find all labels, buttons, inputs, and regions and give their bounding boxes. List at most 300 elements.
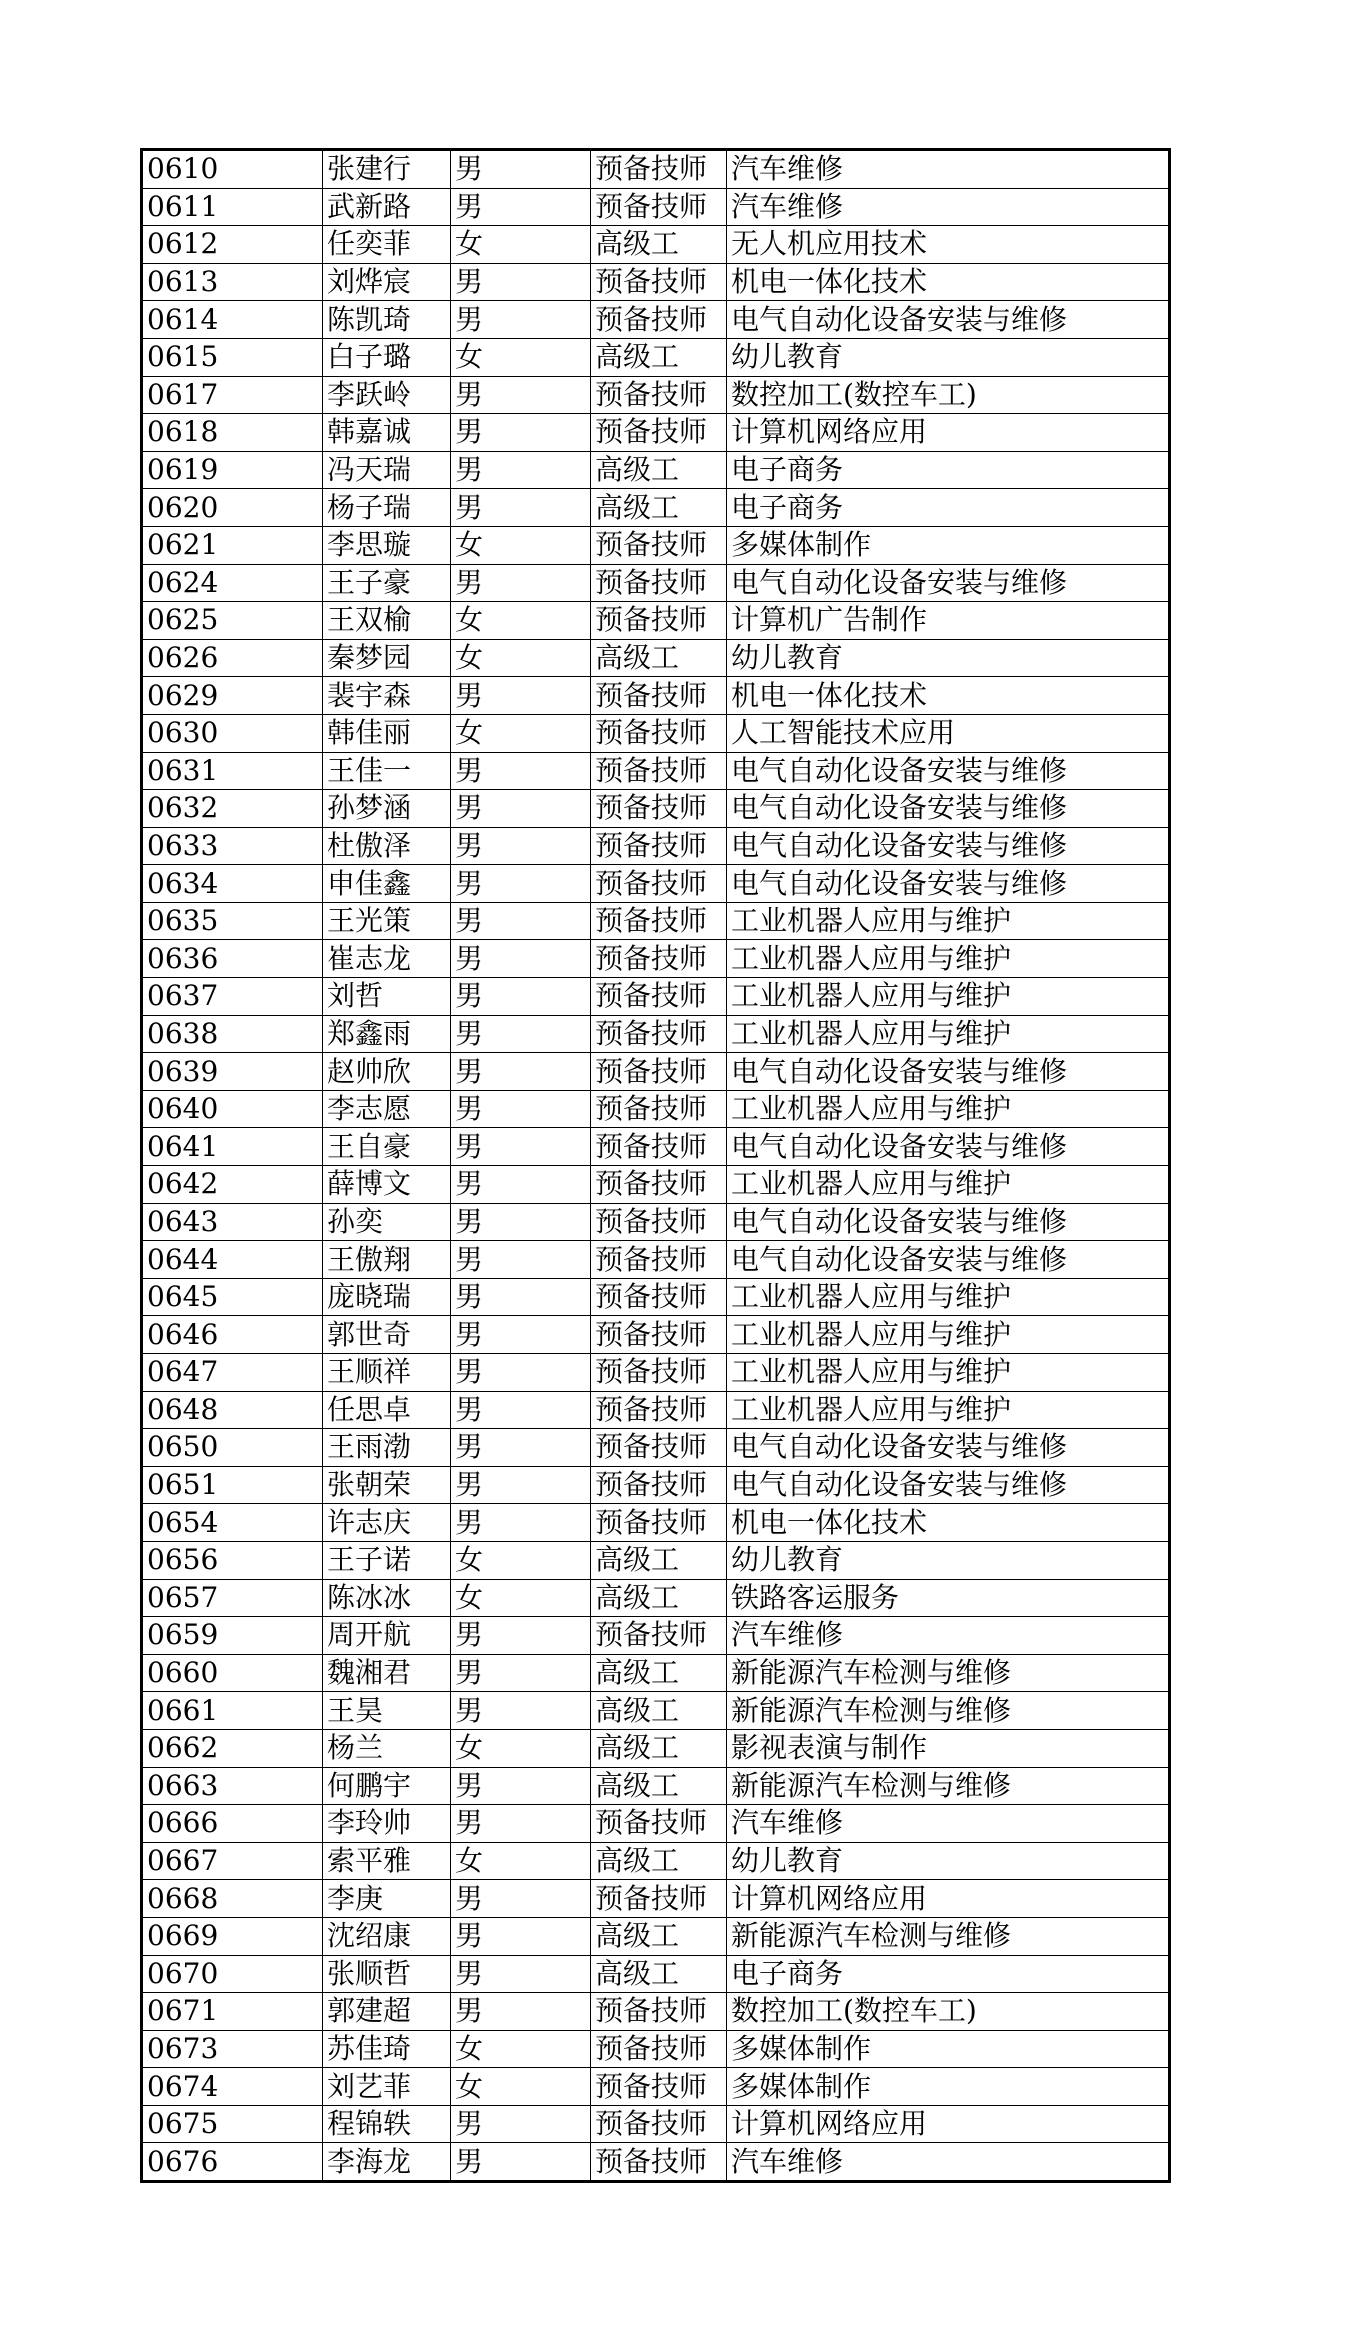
table-row	[142, 1842, 1170, 1880]
major-cell: 工业机器人应用与维护	[727, 1015, 1170, 1053]
student-id-cell: 0631	[142, 752, 323, 790]
major-cell: 幼儿教育	[727, 1541, 1170, 1579]
table-row	[142, 827, 1170, 865]
major-cell: 工业机器人应用与维护	[727, 1391, 1170, 1429]
gender-cell: 男	[451, 1090, 591, 1128]
student-id-cell: 0650	[142, 1429, 323, 1467]
gender-cell: 男	[451, 827, 591, 865]
student-id-cell: 0634	[142, 865, 323, 903]
major-cell: 电气自动化设备安装与维修	[727, 752, 1170, 790]
major-cell: 数控加工(数控车工)	[727, 1993, 1170, 2031]
gender-cell: 男	[451, 150, 591, 189]
major-cell: 工业机器人应用与维护	[727, 940, 1170, 978]
level-cell: 预备技师	[591, 865, 727, 903]
level-cell: 预备技师	[591, 2143, 727, 2182]
table-row	[142, 1203, 1170, 1241]
student-name-cell: 韩嘉诚	[323, 414, 451, 452]
table-row	[142, 1993, 1170, 2031]
table-row	[142, 1917, 1170, 1955]
major-cell: 电气自动化设备安装与维修	[727, 1241, 1170, 1279]
student-name-cell: 李志愿	[323, 1090, 451, 1128]
gender-cell: 男	[451, 752, 591, 790]
table-row	[142, 263, 1170, 301]
major-cell: 多媒体制作	[727, 2068, 1170, 2106]
level-cell: 预备技师	[591, 978, 727, 1016]
gender-cell: 女	[451, 639, 591, 677]
student-id-cell: 0618	[142, 414, 323, 452]
gender-cell: 男	[451, 376, 591, 414]
gender-cell: 男	[451, 188, 591, 226]
student-id-cell: 0614	[142, 301, 323, 339]
student-id-cell: 0617	[142, 376, 323, 414]
level-cell: 高级工	[591, 1955, 727, 1993]
student-id-cell: 0633	[142, 827, 323, 865]
table-row	[142, 2105, 1170, 2143]
level-cell: 预备技师	[591, 1805, 727, 1843]
student-name-cell: 李跃岭	[323, 376, 451, 414]
student-id-cell: 0673	[142, 2030, 323, 2068]
gender-cell: 女	[451, 1729, 591, 1767]
student-id-cell: 0676	[142, 2143, 323, 2182]
major-cell: 汽车维修	[727, 150, 1170, 189]
major-cell: 新能源汽车检测与维修	[727, 1692, 1170, 1730]
student-id-cell: 0638	[142, 1015, 323, 1053]
table-row	[142, 1128, 1170, 1166]
student-name-cell: 申佳鑫	[323, 865, 451, 903]
gender-cell: 女	[451, 714, 591, 752]
student-id-cell: 0629	[142, 677, 323, 715]
major-cell: 多媒体制作	[727, 2030, 1170, 2068]
level-cell: 预备技师	[591, 1354, 727, 1392]
student-id-cell: 0643	[142, 1203, 323, 1241]
gender-cell: 男	[451, 940, 591, 978]
student-name-cell: 王自豪	[323, 1128, 451, 1166]
student-id-cell: 0659	[142, 1617, 323, 1655]
major-cell: 影视表演与制作	[727, 1729, 1170, 1767]
table-row	[142, 1579, 1170, 1617]
student-id-cell: 0666	[142, 1805, 323, 1843]
student-id-cell: 0674	[142, 2068, 323, 2106]
level-cell: 预备技师	[591, 1617, 727, 1655]
gender-cell: 女	[451, 602, 591, 640]
table-row	[142, 526, 1170, 564]
major-cell: 计算机网络应用	[727, 2105, 1170, 2143]
gender-cell: 女	[451, 1842, 591, 1880]
level-cell: 预备技师	[591, 940, 727, 978]
student-name-cell: 陈冰冰	[323, 1579, 451, 1617]
student-name-cell: 魏湘君	[323, 1654, 451, 1692]
roster-body	[142, 150, 1170, 2182]
gender-cell: 男	[451, 677, 591, 715]
student-name-cell: 郑鑫雨	[323, 1015, 451, 1053]
table-row	[142, 2030, 1170, 2068]
gender-cell: 男	[451, 1993, 591, 2031]
student-name-cell: 许志庆	[323, 1504, 451, 1542]
student-name-cell: 杜傲泽	[323, 827, 451, 865]
table-row	[142, 1654, 1170, 1692]
student-name-cell: 裴宇森	[323, 677, 451, 715]
student-name-cell: 杨兰	[323, 1729, 451, 1767]
student-id-cell: 0625	[142, 602, 323, 640]
student-name-cell: 王子诺	[323, 1541, 451, 1579]
level-cell: 预备技师	[591, 414, 727, 452]
level-cell: 预备技师	[591, 714, 727, 752]
gender-cell: 男	[451, 1316, 591, 1354]
student-name-cell: 程锦轶	[323, 2105, 451, 2143]
table-row	[142, 1053, 1170, 1091]
table-row	[142, 1504, 1170, 1542]
gender-cell: 男	[451, 451, 591, 489]
table-row	[142, 1278, 1170, 1316]
student-id-cell: 0648	[142, 1391, 323, 1429]
student-name-cell: 刘哲	[323, 978, 451, 1016]
student-id-cell: 0619	[142, 451, 323, 489]
major-cell: 汽车维修	[727, 2143, 1170, 2182]
table-row	[142, 1729, 1170, 1767]
gender-cell: 男	[451, 1391, 591, 1429]
student-id-cell: 0651	[142, 1466, 323, 1504]
level-cell: 预备技师	[591, 1128, 727, 1166]
student-name-cell: 郭世奇	[323, 1316, 451, 1354]
level-cell: 预备技师	[591, 1391, 727, 1429]
level-cell: 高级工	[591, 1541, 727, 1579]
gender-cell: 女	[451, 338, 591, 376]
student-name-cell: 秦梦园	[323, 639, 451, 677]
student-name-cell: 李思璇	[323, 526, 451, 564]
level-cell: 预备技师	[591, 902, 727, 940]
level-cell: 高级工	[591, 1767, 727, 1805]
gender-cell: 男	[451, 1805, 591, 1843]
major-cell: 计算机网络应用	[727, 1880, 1170, 1918]
level-cell: 预备技师	[591, 376, 727, 414]
table-row	[142, 1429, 1170, 1467]
student-id-cell: 0645	[142, 1278, 323, 1316]
level-cell: 高级工	[591, 1842, 727, 1880]
table-row	[142, 940, 1170, 978]
student-id-cell: 0610	[142, 150, 323, 189]
student-id-cell: 0661	[142, 1692, 323, 1730]
table-row	[142, 1767, 1170, 1805]
level-cell: 预备技师	[591, 1053, 727, 1091]
student-name-cell: 王顺祥	[323, 1354, 451, 1392]
level-cell: 高级工	[591, 489, 727, 527]
major-cell: 工业机器人应用与维护	[727, 1316, 1170, 1354]
level-cell: 预备技师	[591, 1090, 727, 1128]
student-id-cell: 0621	[142, 526, 323, 564]
student-name-cell: 何鹏宇	[323, 1767, 451, 1805]
table-row	[142, 451, 1170, 489]
student-id-cell: 0626	[142, 639, 323, 677]
major-cell: 电气自动化设备安装与维修	[727, 1128, 1170, 1166]
level-cell: 高级工	[591, 1917, 727, 1955]
major-cell: 汽车维修	[727, 1617, 1170, 1655]
student-name-cell: 王子豪	[323, 564, 451, 602]
gender-cell: 男	[451, 414, 591, 452]
gender-cell: 男	[451, 1654, 591, 1692]
table-row	[142, 564, 1170, 602]
major-cell: 工业机器人应用与维护	[727, 1278, 1170, 1316]
student-id-cell: 0635	[142, 902, 323, 940]
student-name-cell: 韩佳丽	[323, 714, 451, 752]
gender-cell: 女	[451, 1541, 591, 1579]
level-cell: 预备技师	[591, 1166, 727, 1204]
level-cell: 预备技师	[591, 1880, 727, 1918]
major-cell: 电气自动化设备安装与维修	[727, 1429, 1170, 1467]
level-cell: 预备技师	[591, 301, 727, 339]
student-id-cell: 0656	[142, 1541, 323, 1579]
student-name-cell: 王昊	[323, 1692, 451, 1730]
level-cell: 预备技师	[591, 1466, 727, 1504]
gender-cell: 男	[451, 1692, 591, 1730]
gender-cell: 男	[451, 1203, 591, 1241]
major-cell: 新能源汽车检测与维修	[727, 1654, 1170, 1692]
gender-cell: 男	[451, 564, 591, 602]
level-cell: 预备技师	[591, 188, 727, 226]
major-cell: 电子商务	[727, 451, 1170, 489]
student-name-cell: 王雨渤	[323, 1429, 451, 1467]
gender-cell: 男	[451, 1429, 591, 1467]
gender-cell: 男	[451, 1053, 591, 1091]
student-id-cell: 0624	[142, 564, 323, 602]
gender-cell: 男	[451, 1128, 591, 1166]
gender-cell: 男	[451, 865, 591, 903]
major-cell: 无人机应用技术	[727, 226, 1170, 264]
gender-cell: 男	[451, 1617, 591, 1655]
table-row	[142, 1692, 1170, 1730]
student-name-cell: 王佳一	[323, 752, 451, 790]
student-name-cell: 赵帅欣	[323, 1053, 451, 1091]
gender-cell: 男	[451, 1166, 591, 1204]
gender-cell: 男	[451, 1917, 591, 1955]
table-row	[142, 790, 1170, 828]
major-cell: 新能源汽车检测与维修	[727, 1917, 1170, 1955]
student-id-cell: 0671	[142, 1993, 323, 2031]
level-cell: 预备技师	[591, 263, 727, 301]
major-cell: 电气自动化设备安装与维修	[727, 790, 1170, 828]
table-row	[142, 1015, 1170, 1053]
level-cell: 预备技师	[591, 526, 727, 564]
major-cell: 机电一体化技术	[727, 263, 1170, 301]
gender-cell: 男	[451, 489, 591, 527]
student-id-cell: 0644	[142, 1241, 323, 1279]
student-name-cell: 苏佳琦	[323, 2030, 451, 2068]
table-row	[142, 1241, 1170, 1279]
student-id-cell: 0615	[142, 338, 323, 376]
student-id-cell: 0667	[142, 1842, 323, 1880]
gender-cell: 男	[451, 301, 591, 339]
table-row	[142, 1805, 1170, 1843]
level-cell: 预备技师	[591, 2068, 727, 2106]
table-row	[142, 1090, 1170, 1128]
major-cell: 计算机广告制作	[727, 602, 1170, 640]
student-id-cell: 0637	[142, 978, 323, 1016]
gender-cell: 男	[451, 1241, 591, 1279]
level-cell: 预备技师	[591, 150, 727, 189]
major-cell: 电气自动化设备安装与维修	[727, 564, 1170, 602]
level-cell: 预备技师	[591, 790, 727, 828]
roster-table	[140, 148, 1171, 2183]
student-name-cell: 王光策	[323, 902, 451, 940]
major-cell: 电气自动化设备安装与维修	[727, 827, 1170, 865]
gender-cell: 男	[451, 1880, 591, 1918]
student-id-cell: 0612	[142, 226, 323, 264]
gender-cell: 女	[451, 1579, 591, 1617]
level-cell: 高级工	[591, 1692, 727, 1730]
student-name-cell: 崔志龙	[323, 940, 451, 978]
table-row	[142, 1541, 1170, 1579]
gender-cell: 男	[451, 1278, 591, 1316]
level-cell: 高级工	[591, 338, 727, 376]
major-cell: 铁路客运服务	[727, 1579, 1170, 1617]
major-cell: 电气自动化设备安装与维修	[727, 1053, 1170, 1091]
level-cell: 预备技师	[591, 2105, 727, 2143]
gender-cell: 女	[451, 2030, 591, 2068]
level-cell: 预备技师	[591, 1015, 727, 1053]
level-cell: 预备技师	[591, 602, 727, 640]
student-name-cell: 索平雅	[323, 1842, 451, 1880]
major-cell: 多媒体制作	[727, 526, 1170, 564]
gender-cell: 男	[451, 1466, 591, 1504]
student-name-cell: 孙奕	[323, 1203, 451, 1241]
gender-cell: 女	[451, 226, 591, 264]
table-row	[142, 1617, 1170, 1655]
gender-cell: 男	[451, 2143, 591, 2182]
major-cell: 机电一体化技术	[727, 1504, 1170, 1542]
level-cell: 高级工	[591, 451, 727, 489]
table-row	[142, 1880, 1170, 1918]
student-id-cell: 0657	[142, 1579, 323, 1617]
student-name-cell: 陈凯琦	[323, 301, 451, 339]
student-name-cell: 王傲翔	[323, 1241, 451, 1279]
level-cell: 高级工	[591, 1729, 727, 1767]
student-id-cell: 0611	[142, 188, 323, 226]
major-cell: 工业机器人应用与维护	[727, 1354, 1170, 1392]
major-cell: 电气自动化设备安装与维修	[727, 301, 1170, 339]
major-cell: 电气自动化设备安装与维修	[727, 1203, 1170, 1241]
student-id-cell: 0620	[142, 489, 323, 527]
level-cell: 预备技师	[591, 827, 727, 865]
student-id-cell: 0675	[142, 2105, 323, 2143]
level-cell: 预备技师	[591, 1203, 727, 1241]
student-name-cell: 李玲帅	[323, 1805, 451, 1843]
student-name-cell: 王双榆	[323, 602, 451, 640]
major-cell: 电子商务	[727, 1955, 1170, 1993]
gender-cell: 男	[451, 1955, 591, 1993]
student-id-cell: 0646	[142, 1316, 323, 1354]
student-name-cell: 武新路	[323, 188, 451, 226]
student-name-cell: 郭建超	[323, 1993, 451, 2031]
student-name-cell: 李海龙	[323, 2143, 451, 2182]
student-id-cell: 0663	[142, 1767, 323, 1805]
student-id-cell: 0662	[142, 1729, 323, 1767]
table-row	[142, 376, 1170, 414]
student-id-cell: 0630	[142, 714, 323, 752]
level-cell: 预备技师	[591, 1429, 727, 1467]
table-row	[142, 1466, 1170, 1504]
table-row	[142, 1316, 1170, 1354]
gender-cell: 女	[451, 2068, 591, 2106]
student-name-cell: 任思卓	[323, 1391, 451, 1429]
major-cell: 幼儿教育	[727, 639, 1170, 677]
table-row	[142, 902, 1170, 940]
student-name-cell: 杨子瑞	[323, 489, 451, 527]
student-name-cell: 刘烨宸	[323, 263, 451, 301]
student-id-cell: 0632	[142, 790, 323, 828]
gender-cell: 女	[451, 526, 591, 564]
major-cell: 电气自动化设备安装与维修	[727, 865, 1170, 903]
table-row	[142, 414, 1170, 452]
student-id-cell: 0647	[142, 1354, 323, 1392]
table-row	[142, 1391, 1170, 1429]
table-row	[142, 2143, 1170, 2182]
student-name-cell: 冯天瑞	[323, 451, 451, 489]
gender-cell: 男	[451, 1015, 591, 1053]
level-cell: 高级工	[591, 639, 727, 677]
student-id-cell: 0639	[142, 1053, 323, 1091]
student-name-cell: 张朝荣	[323, 1466, 451, 1504]
major-cell: 汽车维修	[727, 188, 1170, 226]
student-id-cell: 0670	[142, 1955, 323, 1993]
student-name-cell: 刘艺菲	[323, 2068, 451, 2106]
major-cell: 电子商务	[727, 489, 1170, 527]
major-cell: 人工智能技术应用	[727, 714, 1170, 752]
gender-cell: 男	[451, 1504, 591, 1542]
table-row	[142, 1354, 1170, 1392]
student-name-cell: 周开航	[323, 1617, 451, 1655]
major-cell: 计算机网络应用	[727, 414, 1170, 452]
level-cell: 预备技师	[591, 1278, 727, 1316]
major-cell: 幼儿教育	[727, 338, 1170, 376]
student-id-cell: 0640	[142, 1090, 323, 1128]
table-row	[142, 338, 1170, 376]
table-row	[142, 1955, 1170, 1993]
level-cell: 预备技师	[591, 677, 727, 715]
student-name-cell: 沈绍康	[323, 1917, 451, 1955]
table-row	[142, 301, 1170, 339]
major-cell: 工业机器人应用与维护	[727, 902, 1170, 940]
level-cell: 高级工	[591, 1579, 727, 1617]
student-name-cell: 张顺哲	[323, 1955, 451, 1993]
major-cell: 汽车维修	[727, 1805, 1170, 1843]
table-row	[142, 714, 1170, 752]
student-id-cell: 0642	[142, 1166, 323, 1204]
table-row	[142, 752, 1170, 790]
student-name-cell: 薛博文	[323, 1166, 451, 1204]
gender-cell: 男	[451, 790, 591, 828]
level-cell: 预备技师	[591, 1316, 727, 1354]
gender-cell: 男	[451, 1767, 591, 1805]
student-id-cell: 0660	[142, 1654, 323, 1692]
table-row	[142, 865, 1170, 903]
gender-cell: 男	[451, 2105, 591, 2143]
major-cell: 工业机器人应用与维护	[727, 1166, 1170, 1204]
level-cell: 高级工	[591, 1654, 727, 1692]
level-cell: 预备技师	[591, 752, 727, 790]
student-id-cell: 0613	[142, 263, 323, 301]
table-row	[142, 2068, 1170, 2106]
student-name-cell: 张建行	[323, 150, 451, 189]
student-name-cell: 李庚	[323, 1880, 451, 1918]
student-id-cell: 0668	[142, 1880, 323, 1918]
student-id-cell: 0669	[142, 1917, 323, 1955]
level-cell: 预备技师	[591, 1993, 727, 2031]
gender-cell: 男	[451, 978, 591, 1016]
student-name-cell: 孙梦涵	[323, 790, 451, 828]
gender-cell: 男	[451, 902, 591, 940]
student-name-cell: 白子璐	[323, 338, 451, 376]
table-row	[142, 978, 1170, 1016]
table-row	[142, 226, 1170, 264]
